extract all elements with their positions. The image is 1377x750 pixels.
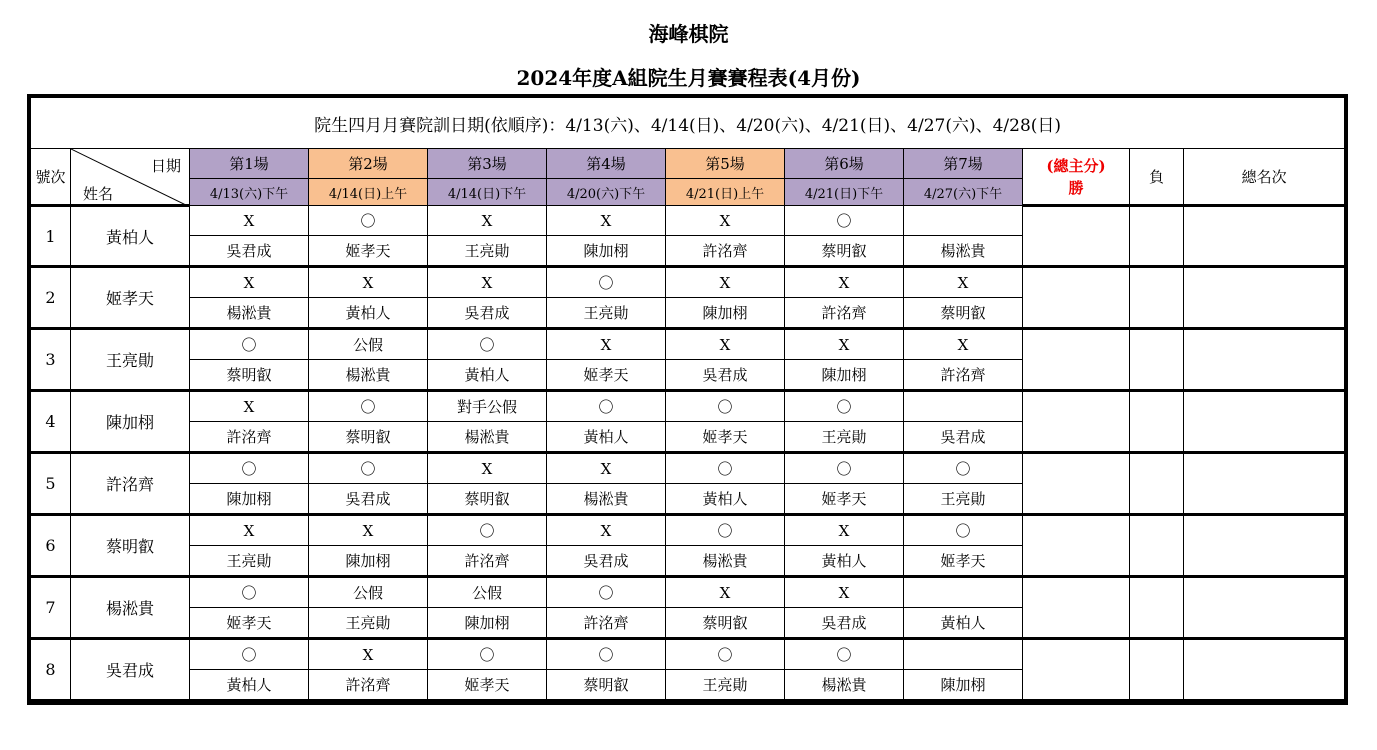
page-title: 海峰棋院 <box>648 22 729 46</box>
training-dates: 院生四月月賽院訓日期(依順序)：4/13(六)、4/14(日)、4/20(六)、4/21(日)、4/27(六)、4/28(日) <box>31 98 1345 149</box>
win-cell <box>1023 329 1130 391</box>
player-name: 楊淞貴 <box>71 577 190 639</box>
player-name: 吳君成 <box>71 639 190 701</box>
opponent-name: 陳加栩 <box>785 360 904 391</box>
rank-cell <box>1184 329 1345 391</box>
player-name: 姬孝天 <box>71 267 190 329</box>
match-result: 〇 <box>904 453 1023 484</box>
match-result: 〇 <box>309 391 428 422</box>
opponent-name: 姬孝天 <box>785 484 904 515</box>
match-result: X <box>785 267 904 298</box>
loss-cell <box>1130 391 1184 453</box>
rank-cell <box>1184 515 1345 577</box>
match-result <box>904 206 1023 236</box>
match-result: X <box>428 267 547 298</box>
match-result: 〇 <box>547 577 666 608</box>
match-result: X <box>666 206 785 236</box>
opponent-name: 吳君成 <box>428 298 547 329</box>
round-header: 第3場 <box>428 149 547 179</box>
opponent-name: 楊淞貴 <box>190 298 309 329</box>
round-header: 第7場 <box>904 149 1023 179</box>
match-result: X <box>190 391 309 422</box>
match-result: 〇 <box>666 639 785 670</box>
opponent-name: 王亮勛 <box>666 670 785 701</box>
opponent-name: 吳君成 <box>309 484 428 515</box>
opponent-name: 姬孝天 <box>547 360 666 391</box>
player-number: 4 <box>31 391 71 453</box>
player-number: 3 <box>31 329 71 391</box>
opponent-name: 王亮勛 <box>190 546 309 577</box>
rank-cell <box>1184 391 1345 453</box>
match-result: 〇 <box>190 577 309 608</box>
match-result: 〇 <box>666 391 785 422</box>
round-date: 4/13(六)下午 <box>190 179 309 206</box>
opponent-name: 黃柏人 <box>785 546 904 577</box>
match-result: 〇 <box>309 453 428 484</box>
match-result: 〇 <box>666 515 785 546</box>
opponent-name: 姬孝天 <box>428 670 547 701</box>
schedule-subtitle: 2024年度A組院生月賽賽程表(4月份) <box>516 66 861 90</box>
match-result: 〇 <box>547 267 666 298</box>
opponent-name: 黃柏人 <box>547 422 666 453</box>
opponent-name: 吳君成 <box>904 422 1023 453</box>
loss-cell <box>1130 577 1184 639</box>
player-number: 2 <box>31 267 71 329</box>
opponent-name: 蔡明叡 <box>428 484 547 515</box>
win-cell <box>1023 267 1130 329</box>
match-result: X <box>309 515 428 546</box>
round-header: 第4場 <box>547 149 666 179</box>
opponent-name: 姬孝天 <box>666 422 785 453</box>
opponent-name: 楊淞貴 <box>309 360 428 391</box>
opponent-name: 蔡明叡 <box>666 608 785 639</box>
opponent-name: 王亮勛 <box>428 236 547 267</box>
match-result: 〇 <box>547 391 666 422</box>
match-result: X <box>785 577 904 608</box>
match-result: 〇 <box>428 329 547 360</box>
loss-header: 負 <box>1130 149 1184 206</box>
rank-cell <box>1184 453 1345 515</box>
seq-header: 號次 <box>31 149 71 206</box>
player-name: 黃柏人 <box>71 206 190 267</box>
match-result: 〇 <box>785 453 904 484</box>
match-result: 〇 <box>785 206 904 236</box>
opponent-name: 蔡明叡 <box>785 236 904 267</box>
opponent-name: 黃柏人 <box>666 484 785 515</box>
opponent-name: 吳君成 <box>190 236 309 267</box>
opponent-name: 許洺齊 <box>309 670 428 701</box>
match-result: X <box>547 206 666 236</box>
schedule-table <box>30 97 1345 702</box>
match-result: X <box>190 515 309 546</box>
opponent-name: 許洺齊 <box>785 298 904 329</box>
player-name: 蔡明叡 <box>71 515 190 577</box>
round-header: 第2場 <box>309 149 428 179</box>
date-label: 日期 <box>150 157 181 175</box>
match-result: 〇 <box>428 639 547 670</box>
opponent-name: 王亮勛 <box>904 484 1023 515</box>
match-result: X <box>428 206 547 236</box>
loss-cell <box>1130 329 1184 391</box>
match-result: X <box>190 267 309 298</box>
opponent-name: 黃柏人 <box>190 670 309 701</box>
player-number: 1 <box>31 206 71 267</box>
opponent-name: 黃柏人 <box>428 360 547 391</box>
opponent-name: 陳加栩 <box>190 484 309 515</box>
opponent-name: 楊淞貴 <box>785 670 904 701</box>
loss-cell <box>1130 639 1184 701</box>
opponent-name: 楊淞貴 <box>904 236 1023 267</box>
opponent-name: 王亮勛 <box>785 422 904 453</box>
win-cell <box>1023 639 1130 701</box>
match-result: X <box>547 453 666 484</box>
match-result: X <box>904 267 1023 298</box>
player-name: 王亮勛 <box>71 329 190 391</box>
match-result: X <box>547 515 666 546</box>
match-result: X <box>547 329 666 360</box>
opponent-name: 陳加栩 <box>428 608 547 639</box>
round-date: 4/21(日)上午 <box>666 179 785 206</box>
opponent-name: 許洺齊 <box>190 422 309 453</box>
match-result: 〇 <box>428 515 547 546</box>
win-cell <box>1023 206 1130 267</box>
win-note: (總主分) <box>1046 156 1106 175</box>
round-header: 第5場 <box>666 149 785 179</box>
rank-cell <box>1184 639 1345 701</box>
opponent-name: 許洺齊 <box>666 236 785 267</box>
match-result: 〇 <box>190 453 309 484</box>
match-result: X <box>666 329 785 360</box>
win-cell <box>1023 577 1130 639</box>
opponent-name: 吳君成 <box>547 546 666 577</box>
opponent-name: 楊淞貴 <box>666 546 785 577</box>
match-result: 〇 <box>666 453 785 484</box>
match-result: 〇 <box>904 515 1023 546</box>
win-label: 勝 <box>1068 178 1084 197</box>
loss-cell <box>1130 267 1184 329</box>
opponent-name: 黃柏人 <box>904 608 1023 639</box>
match-result: X <box>309 267 428 298</box>
round-header: 第6場 <box>785 149 904 179</box>
opponent-name: 陳加栩 <box>666 298 785 329</box>
rank-cell <box>1184 577 1345 639</box>
round-header: 第1場 <box>190 149 309 179</box>
match-result: 〇 <box>309 206 428 236</box>
opponent-name: 吳君成 <box>785 608 904 639</box>
opponent-name: 陳加栩 <box>547 236 666 267</box>
loss-cell <box>1130 453 1184 515</box>
opponent-name: 許洺齊 <box>904 360 1023 391</box>
match-result: 〇 <box>547 639 666 670</box>
opponent-name: 陳加栩 <box>309 546 428 577</box>
opponent-name: 蔡明叡 <box>190 360 309 391</box>
round-date: 4/14(日)下午 <box>428 179 547 206</box>
opponent-name: 蔡明叡 <box>547 670 666 701</box>
opponent-name: 王亮勛 <box>547 298 666 329</box>
opponent-name: 楊淞貴 <box>428 422 547 453</box>
match-result: 公假 <box>309 577 428 608</box>
match-result: 〇 <box>190 329 309 360</box>
opponent-name: 姬孝天 <box>309 236 428 267</box>
player-number: 5 <box>31 453 71 515</box>
opponent-name: 許洺齊 <box>428 546 547 577</box>
match-result: 公假 <box>428 577 547 608</box>
date-name-header <box>71 149 190 206</box>
match-result: 公假 <box>309 329 428 360</box>
match-result: 〇 <box>785 391 904 422</box>
match-result: X <box>190 206 309 236</box>
name-label: 姓名 <box>83 185 114 203</box>
match-result: 〇 <box>785 639 904 670</box>
match-result <box>904 577 1023 608</box>
player-number: 7 <box>31 577 71 639</box>
loss-cell <box>1130 206 1184 267</box>
rank-header: 總名次 <box>1184 149 1345 206</box>
match-result: X <box>785 329 904 360</box>
opponent-name: 楊淞貴 <box>547 484 666 515</box>
match-result: 〇 <box>190 639 309 670</box>
round-date: 4/20(六)下午 <box>547 179 666 206</box>
match-result <box>904 639 1023 670</box>
loss-cell <box>1130 515 1184 577</box>
opponent-name: 姬孝天 <box>904 546 1023 577</box>
opponent-name: 蔡明叡 <box>904 298 1023 329</box>
match-result: X <box>666 267 785 298</box>
player-number: 6 <box>31 515 71 577</box>
rank-cell <box>1184 206 1345 267</box>
player-name: 陳加栩 <box>71 391 190 453</box>
player-number: 8 <box>31 639 71 701</box>
match-result: 對手公假 <box>428 391 547 422</box>
win-cell <box>1023 453 1130 515</box>
win-header <box>1023 149 1130 206</box>
match-result: X <box>785 515 904 546</box>
opponent-name: 王亮勛 <box>309 608 428 639</box>
match-result: X <box>666 577 785 608</box>
match-result: X <box>904 329 1023 360</box>
win-cell <box>1023 515 1130 577</box>
opponent-name: 黃柏人 <box>309 298 428 329</box>
opponent-name: 姬孝天 <box>190 608 309 639</box>
round-date: 4/27(六)下午 <box>904 179 1023 206</box>
opponent-name: 蔡明叡 <box>309 422 428 453</box>
player-name: 許洺齊 <box>71 453 190 515</box>
rank-cell <box>1184 267 1345 329</box>
match-result: X <box>428 453 547 484</box>
round-date: 4/14(日)上午 <box>309 179 428 206</box>
match-result: X <box>309 639 428 670</box>
round-date: 4/21(日)下午 <box>785 179 904 206</box>
opponent-name: 陳加栩 <box>904 670 1023 701</box>
match-result <box>904 391 1023 422</box>
win-cell <box>1023 391 1130 453</box>
opponent-name: 吳君成 <box>666 360 785 391</box>
opponent-name: 許洺齊 <box>547 608 666 639</box>
